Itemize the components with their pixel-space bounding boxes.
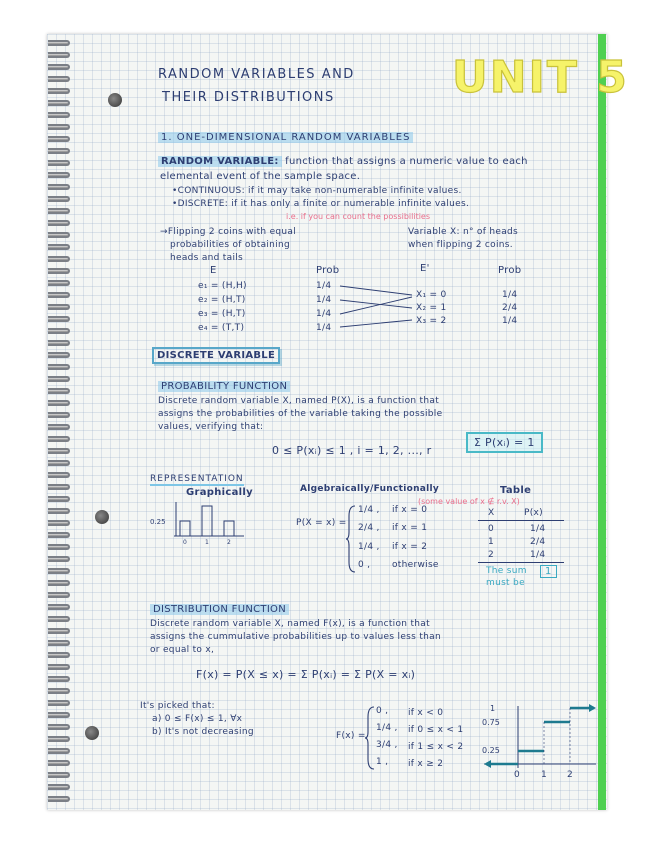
bar-tick-label: 0 [183, 539, 187, 546]
step-xtick: 0 [514, 770, 520, 780]
representation-heading-text: REPRESENTATION [150, 474, 244, 484]
spiral-coil [48, 712, 70, 718]
arrow-line [340, 320, 412, 327]
f-piece-cond: if x < 0 [408, 708, 444, 718]
spiral-coil [48, 388, 70, 394]
spiral-coil [48, 64, 70, 70]
unit-badge: UNIT 5 [452, 52, 629, 103]
title-line-1: RANDOM VARIABLES AND [158, 67, 355, 82]
spiral-coil [48, 292, 70, 298]
table-cell: 1 [488, 537, 495, 547]
step-xtick: 2 [567, 770, 573, 780]
event-row: e₁ = (H,H) [198, 281, 247, 291]
spiral-coil [48, 448, 70, 454]
piece-cond: if x = 2 [392, 542, 428, 552]
col-prob: Prob [316, 265, 340, 276]
table-rule [478, 520, 564, 521]
bar-tick-label: 1 [205, 539, 209, 546]
piece-val: 1/4 , [358, 505, 380, 515]
table-cell: 0 [488, 524, 495, 534]
arrow-line [340, 286, 412, 295]
spiral-coil [48, 340, 70, 346]
spiral-coil [48, 736, 70, 742]
bar [224, 521, 234, 536]
spiral-coil [48, 568, 70, 574]
pf-line-1: Discrete random variable X, named P(X), is a function that [158, 396, 440, 406]
representation-heading [150, 474, 244, 484]
spiral-coil [48, 436, 70, 442]
step-label: 0.75 [482, 718, 500, 727]
sum-formula: Σ P(xᵢ) = 1 [466, 432, 543, 453]
discrete-bullet: •DISCRETE: if it has only a finite or numerable infinite values. [172, 199, 470, 209]
spiral-coil [48, 772, 70, 778]
spiral-coil [48, 172, 70, 178]
discrete-box-title: DISCRETE VARIABLE [152, 347, 280, 364]
spiral-coil [48, 628, 70, 634]
bar [202, 506, 212, 536]
spiral-coil [48, 520, 70, 526]
piece-val: 0 , [358, 560, 371, 570]
sum-note-box [540, 566, 557, 577]
prob-func-heading [158, 381, 290, 392]
x-prob: 2/4 [502, 303, 518, 313]
pf-line-2: assigns the probabilities of the variable taking the possible [158, 409, 443, 419]
spiral-coil [48, 760, 70, 766]
piece-cond: otherwise [392, 560, 439, 570]
spiral-coil [48, 400, 70, 406]
definition-term: RANDOM VARIABLE: [158, 156, 282, 167]
spiral-coil [48, 256, 70, 262]
spiral-coil [48, 244, 70, 250]
spiral-coil [48, 220, 70, 226]
spiral-coil [48, 88, 70, 94]
dist-func-heading-text: DISTRIBUTION FUNCTION [150, 604, 289, 615]
f-piece-val: 0 , [376, 706, 389, 716]
brace [364, 705, 376, 771]
graphically-label: Graphically [186, 487, 253, 498]
spiral-coil [48, 592, 70, 598]
table-cell: 2 [488, 550, 495, 560]
spiral-coil [48, 640, 70, 646]
f-piece-val: 1/4 , [376, 723, 398, 733]
event-row: e₃ = (H,T) [198, 309, 246, 319]
page-edge [598, 34, 606, 810]
definition-line-2: elemental event of the sample space. [160, 171, 361, 182]
spiral-coil [48, 652, 70, 658]
spiral-coil [48, 376, 70, 382]
example-right-2: when flipping 2 coins. [408, 240, 513, 250]
spiral-coil [48, 604, 70, 610]
f-piece-cond: if x ≥ 2 [408, 759, 444, 769]
spiral-coil [48, 688, 70, 694]
spiral-coil [48, 160, 70, 166]
piece-val: 2/4 , [358, 523, 380, 533]
spiral-coil [48, 424, 70, 430]
f-piece-val: 3/4 , [376, 740, 398, 750]
spiral-coil [48, 784, 70, 790]
spiral-coil [48, 208, 70, 214]
spiral-coil [48, 748, 70, 754]
title-line-2: THEIR DISTRIBUTIONS [162, 90, 335, 105]
spiral-coil [48, 100, 70, 106]
arrow-line [340, 300, 412, 308]
spiral-coil [48, 148, 70, 154]
f-piece-cond: if 1 ≤ x < 2 [408, 742, 464, 752]
df-line-1: Discrete random variable X, named F(x), is a function that [150, 619, 430, 629]
spiral-coil [48, 580, 70, 586]
table-header-px: P(x) [524, 508, 543, 518]
punch-hole [108, 93, 122, 107]
arrow-right-icon [589, 704, 596, 712]
step-xtick: 1 [541, 770, 547, 780]
spiral-coil [48, 484, 70, 490]
table-cell: 2/4 [530, 537, 546, 547]
spiral-coil [48, 268, 70, 274]
picked-a: a) 0 ≤ F(x) ≤ 1, ∀x [152, 714, 243, 724]
table-header-x: X [488, 508, 495, 518]
piece-lhs: P(X = x) = [296, 518, 347, 528]
spiral-coil [48, 508, 70, 514]
bar-y-label: 0.25 [150, 518, 166, 526]
spiral-coil [48, 664, 70, 670]
spiral-coil [48, 496, 70, 502]
bar [180, 521, 190, 536]
piece-cond: if x = 0 [392, 505, 428, 515]
df-formula: F(x) = P(X ≤ x) = Σ P(xᵢ) = Σ P(X = xᵢ) [196, 668, 416, 681]
spiral-coil [48, 616, 70, 622]
spiral-coil [48, 76, 70, 82]
example-left-1: →Flipping 2 coins with equal [160, 227, 297, 237]
sum-note-2: must be [486, 578, 525, 588]
bar-tick-label: 2 [227, 539, 231, 546]
spiral-coil [48, 136, 70, 142]
section-heading-text: 1. ONE-DIMENSIONAL RANDOM VARIABLES [158, 132, 413, 143]
sum-box [466, 436, 543, 449]
event-prob: 1/4 [316, 309, 332, 319]
definition-text: function that assigns a numeric value to each [285, 156, 528, 167]
spiral-coil [48, 232, 70, 238]
table-cell: 1/4 [530, 524, 546, 534]
df-line-3: or equal to x, [150, 645, 215, 655]
pink-note-2: (some value of x ∉ r.v. X) [418, 497, 520, 506]
arrow-line [340, 297, 412, 314]
spiral-coil [48, 328, 70, 334]
spiral-coil [48, 676, 70, 682]
spiral-coil [48, 112, 70, 118]
col-prob-2: Prob [498, 265, 522, 276]
bar-chart [150, 498, 250, 548]
f-piece-val: 1 , [376, 757, 389, 767]
x-value: X₃ = 2 [416, 316, 447, 326]
sum-note-value: 1 [540, 565, 557, 578]
df-line-2: assigns the cummulative probabilities up to values less than [150, 632, 441, 642]
x-value: X₁ = 0 [416, 290, 447, 300]
picked-b: b) It's not decreasing [152, 727, 254, 737]
spiral-coil [48, 724, 70, 730]
event-prob: 1/4 [316, 281, 332, 291]
spiral-coil [48, 472, 70, 478]
punch-hole [85, 726, 99, 740]
event-row: e₂ = (H,T) [198, 295, 246, 305]
picked-title: It's picked that: [140, 701, 215, 711]
brace [345, 504, 357, 574]
step-label: 1 [490, 704, 496, 713]
spiral-coil [48, 364, 70, 370]
col-E: E [210, 265, 217, 276]
piece-val: 1/4 , [358, 542, 380, 552]
f-piece-cond: if 0 ≤ x < 1 [408, 725, 464, 735]
spiral-coil [48, 352, 70, 358]
x-prob: 1/4 [502, 290, 518, 300]
spiral-coil [48, 316, 70, 322]
spiral-coil [48, 184, 70, 190]
dist-func-heading [150, 604, 289, 615]
spiral-coil [48, 280, 70, 286]
step-chart [478, 700, 600, 782]
punch-hole [95, 510, 109, 524]
algebraically-label: Algebraically/Functionally [300, 484, 440, 494]
sum-note-1: The sum [486, 566, 527, 576]
mapping-arrows [330, 280, 420, 330]
step-label: 0.25 [482, 746, 500, 755]
spiral-coil [48, 796, 70, 802]
spiral-coil [48, 460, 70, 466]
definition-line-1 [158, 156, 528, 167]
section-heading [158, 132, 413, 143]
event-row: e₄ = (T,T) [198, 323, 245, 333]
table-rule [478, 562, 564, 563]
table-cell: 1/4 [530, 550, 546, 560]
example-left-2: probabilities of obtaining [170, 240, 291, 250]
inequality: 0 ≤ P(xᵢ) ≤ 1 , i = 1, 2, ..., r [272, 444, 432, 457]
table-title: Table [500, 485, 532, 496]
event-prob: 1/4 [316, 295, 332, 305]
spiral-coil [48, 544, 70, 550]
spiral-coil [48, 304, 70, 310]
spiral-coil [48, 556, 70, 562]
pf-line-3: values, verifying that: [158, 422, 264, 432]
event-prob: 1/4 [316, 323, 332, 333]
piece-cond: if x = 1 [392, 523, 428, 533]
spiral-coil [48, 196, 70, 202]
arrow-left-icon [484, 760, 491, 768]
notebook-page [47, 34, 607, 810]
continuous-bullet: •CONTINUOUS: if it may take non-numerable infinite values. [172, 186, 462, 196]
example-left-3: heads and tails [170, 253, 244, 263]
x-value: X₂ = 1 [416, 303, 447, 313]
x-prob: 1/4 [502, 316, 518, 326]
pink-note: i.e. if you can count the possibilities [286, 212, 431, 221]
example-right-1: Variable X: n° of heads [408, 227, 519, 237]
spiral-coil [48, 700, 70, 706]
spiral-coil [48, 532, 70, 538]
spiral-binding [48, 40, 76, 808]
spiral-coil [48, 52, 70, 58]
col-E-prime: E' [420, 263, 430, 274]
spiral-coil [48, 124, 70, 130]
spiral-coil [48, 40, 70, 46]
f-lhs: F(x) = [336, 731, 366, 741]
discrete-box [152, 350, 280, 361]
spiral-coil [48, 412, 70, 418]
prob-func-heading-text: PROBABILITY FUNCTION [158, 381, 290, 392]
